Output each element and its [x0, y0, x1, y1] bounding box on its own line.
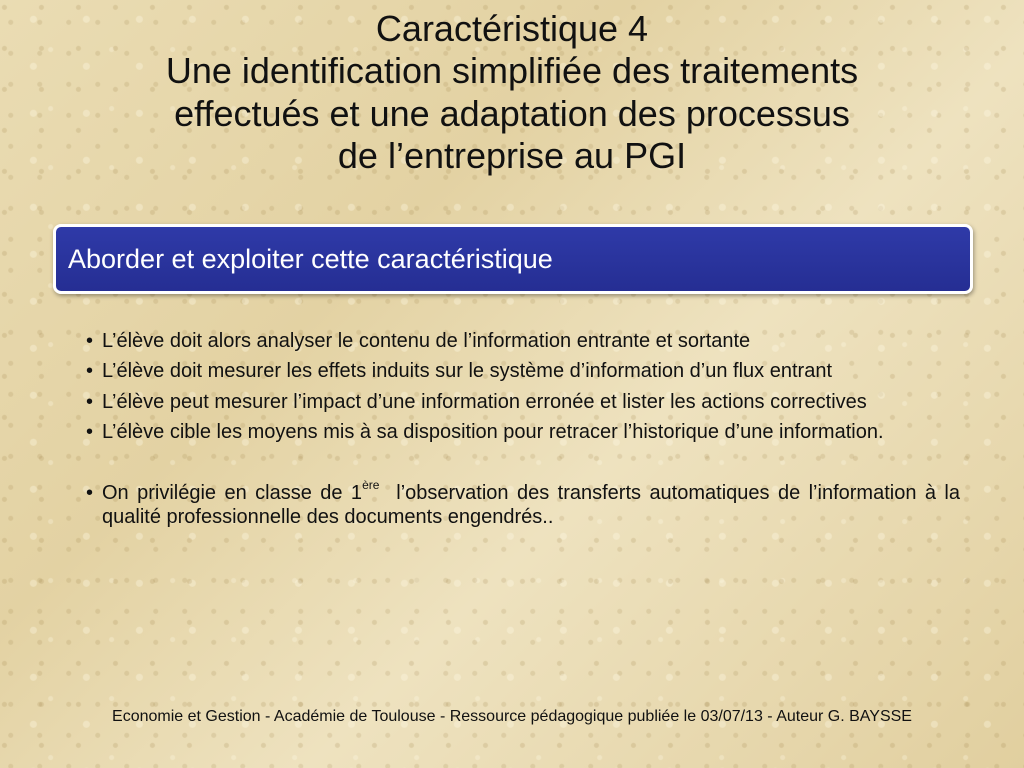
bullet-text: L’élève cible les moyens mis à sa disposition pour retracer l’historique d’une information.: [102, 421, 884, 444]
bullet-marker: •: [86, 481, 94, 504]
bullet-item: [86, 390, 960, 414]
title-line-4: de l’entreprise au PGI: [337, 135, 687, 177]
bullet-item: [86, 477, 966, 530]
section-banner-label: Aborder et exploiter cette caractéristique: [68, 243, 553, 274]
bullet-item: [86, 420, 960, 444]
bullet-marker: •: [86, 360, 94, 383]
bullet-text: L’élève doit mesurer les effets induits sur le système d’information d’un flux entrant: [102, 360, 832, 383]
title-line-1: Caractéristique 4: [375, 8, 649, 49]
bullet-text-before: On privilégie en classe de 1: [102, 481, 363, 504]
bullet-list: [86, 329, 966, 535]
bullet-text: L’élève doit alors analyser le contenu de l’information entrante et sortante: [102, 330, 751, 352]
bullet-item: [86, 329, 960, 353]
bullet-marker: •: [86, 330, 94, 352]
title-line-3: effectués et une adaptation des processus: [174, 92, 850, 134]
bullet-superscript: ère: [362, 477, 380, 492]
bullet-marker: •: [86, 421, 94, 444]
bullet-text-after: l’observation des transferts automatiques de l’information à la qualité professionnelle des documents engendrés..: [102, 481, 966, 528]
title-line-2: Une identification simplifiée des traitements: [165, 50, 859, 92]
slide-footer: Economie et Gestion - Académie de Toulouse - Ressource pédagogique publiée le 03/07/13 - Auteur G. BAYSSE: [112, 708, 912, 725]
bullet-marker: •: [86, 390, 94, 413]
section-banner: [53, 224, 973, 294]
bullet-text: L’élève peut mesurer l’impact d’une information erronée et lister les actions correctives: [102, 390, 867, 413]
slide-title: [0, 8, 1024, 178]
bullet-item: [86, 359, 960, 383]
